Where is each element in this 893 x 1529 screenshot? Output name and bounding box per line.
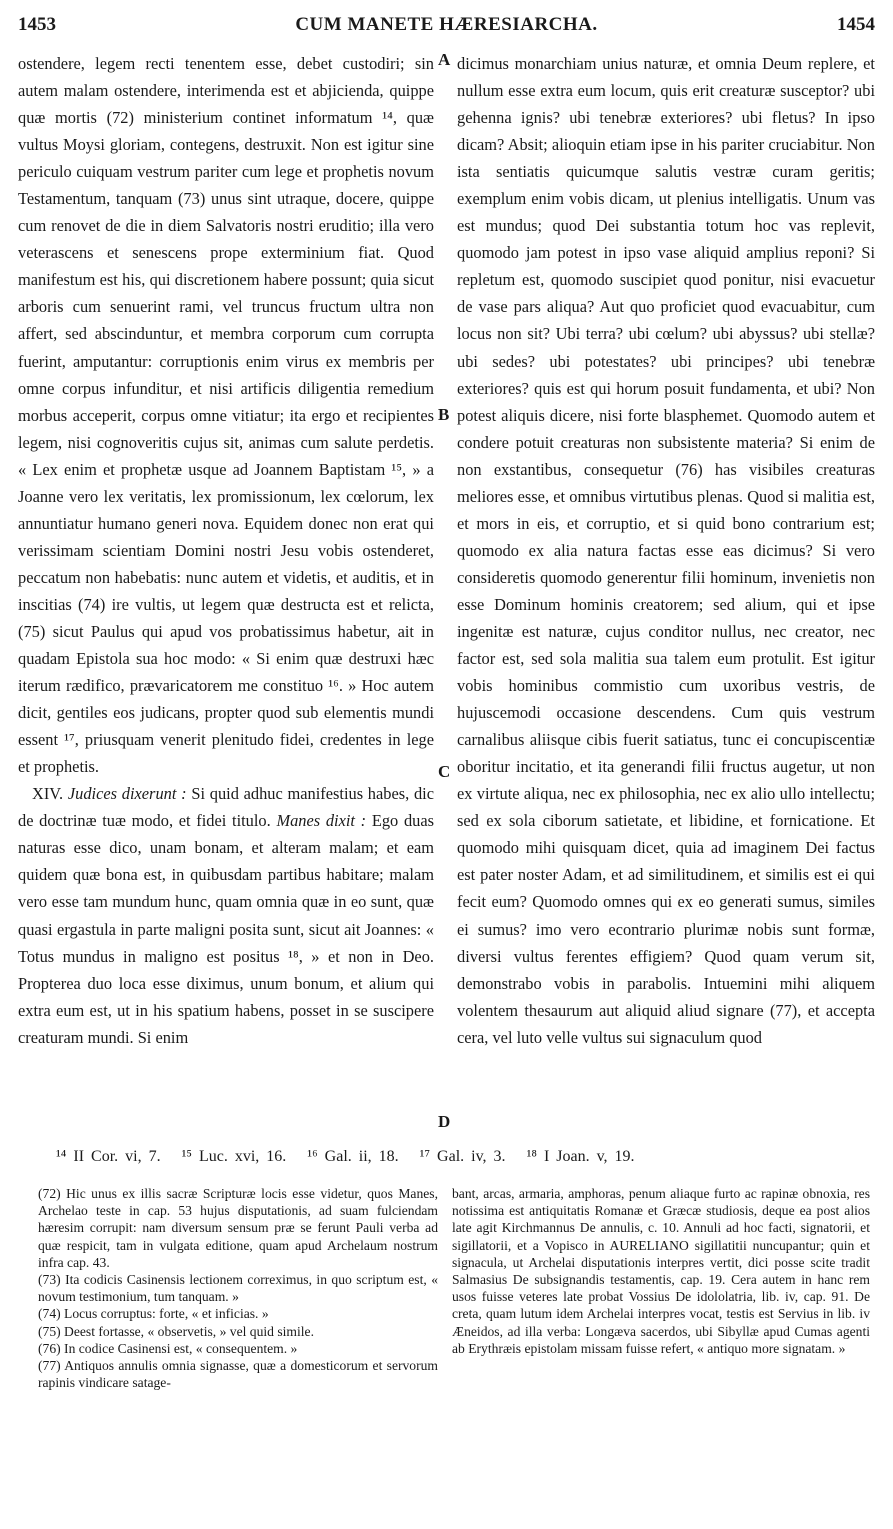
note-75: (75) Deest fortasse, « observetis, » vel quid simile. [38,1323,314,1339]
scripture-ref: ¹⁶ Gal. ii, 18. [307,1148,399,1165]
margin-letter-c: C [438,762,451,781]
scripture-ref: ¹⁵ Luc. xvi, 16. [181,1148,287,1165]
note-73: (73) Ita codicis Casinensis lectionem correximus, in quo scriptum est, « novum testimonium, tum tanquam. » [38,1272,438,1305]
judices-text: Si quid adhuc manifestius habes, dic de doctrinæ tuæ modo, et fidei titulo. [18,784,434,831]
margin-letters [434,50,454,1130]
manes-text: Ego duas naturas esse dico, unam bonam, et alteram malam; et eam quidem quæ bona est, in quibusdam partibus habitare; malam vero esse tam mundum hunc, quam omnia quæ in eo sunt, quæ quasi ergastula in parte maligni posita sunt, sicut ait Joannes: « Totus mundus in maligno est positus ¹⁸, » et non in Deo. Propterea duo loca esse diximus, unum bonum, et alium qui extra eum est, ut in his spatium habens, posset in se suscipere creaturam mundi. Si enim [18,811,434,1047]
left-paragraph-2 [18,780,434,1050]
notes-right-column [452,1185,870,1357]
scripture-ref: ¹⁷ Gal. iv, 3. [419,1148,506,1165]
margin-letter-d: D [438,1112,451,1131]
scripture-ref: ¹⁸ I Joan. v, 19. [526,1148,635,1165]
page-header [18,14,875,42]
scripture-references [56,1148,853,1166]
note-72: (72) Hic unus ex illis sacræ Scripturæ locis esse videtur, quos Manes, Archelao teste in cap. 53 hujus disputationis, ad suam fulciendam hæresim corrupit: nam diversum sensum præ se ferunt Pauli verba ad quæ respicit, tam in vulgata editione, quam apud Archelaum nostrum infra cap. 43. [38,1186,438,1270]
right-paragraph-1: dicimus monarchiam unius naturæ, et omnia Deum replere, et nullum esse extra eum locum, quis erit creaturæ susceptor? ubi gehenna ignis? ubi tenebræ exteriores? ubi fletus? In ipso dicam? Absit; alioquin etiam ipse in his pariter cruciabitur. Non ista sentiatis quicumque salutis vestræ curam geritis; exemplum enim vobis dicam, ut plenius intelligatis. Unum vas est mundus; quod Dei substantia totum hoc vas replevit, quomodo jam potest in ipso vase aliquid amplius reponi? Si repletum est, quomodo suscipiet quod ponitur, nisi evacuetur de vase pars aliqua? Aut quo proficiet quod evacuabitur, cum locus non sit? Ubi terra? ubi cœlum? ubi abyssus? ubi stellæ? ubi sedes? ubi potestates? ubi principes? ubi tenebræ exteriores? quis est qui horum posuit fundamenta, et ubi? Non potest aliquis dicere, nisi forte blasphemet. Quomodo autem et condere potuit creaturas non subsistente materia? Si enim de non exstantibus, consequetur (76) has visibiles creaturas meliores esse, et omnibus virtutibus plenas. Quod si malitia est, et mors in eis, et corruptio, et si quid bono contrarium est; quomodo ex alia natura factas esse eas dicimus? Si vero consideretis quomodo generentur filii hominum, invenietis non esse Dominum hominis creatorem; sed alium, qui et ipse ingenitæ est naturæ, cujus conditor nullus, nec creator, nec factor est, sed sola malitia sua talem eum protulit. Est igitur vobis hominibus commistio cum uxoribus vestris, de hujuscemodi occasione descendens. Cum quis vestrum carnalibus aliisque cibis fuerit satiatus, tunc ei concupiscentiæ oboritur incitatio, et ita generandi filii fructus augetur, ut non ex virtute aliqua, nec ex philosophia, nec ex alio ullo intellectu; sed ex sola ciborum satietate, et libidine, et fornicatione. Et quomodo mihi quisquam dicet, quia ad imaginem Dei factus est pater noster Adam, et ad similitudinem, et similis est ei qui fecit eum? Quomodo omnes qui ex eo generati sumus, similes ei sumus? imo vero econtrario plurimæ nobis sunt formæ, diversi vultus ferentes effigiem? Quod quam verum sit, demonstrabo vobis in parabolis. Intuemini mihi aliquem volentem thesaurum aut aliquid aliud signare (77), et accepta cera, vel luto velle vultus sui signaculum quod [457,54,875,1047]
running-title: CUM MANETE HÆRESIARCHA. [295,14,598,35]
scripture-ref: ¹⁴ II Cor. vi, 7. [56,1148,161,1165]
manes-speaker: Manes dixit : [276,811,367,831]
note-77-continued: bant, arcas, armaria, amphoras, penum aliaque furto ac rapinæ obnoxia, res notissima est antiquitatis Romanæ et Græcæ studiosis, deque ea post alios late agit Kirchmannus De annulis, c. 10. Annuli ad hoc facti, signatorii, et sigillatorii, et a Vopisco in AURELIANO sigillatitii nuncupantur; quin et signacula, ut Archelai disputationis interpres vertit, dici posse scite tradit Salmasius De subsignandis testamentis, cap. 19. Cera autem in hanc rem usos fuisse veteres late probat Vossius De idololatria, lib. iv, cap. 91. De creta, quam lutum idem Archelai interpres vocat, testis est Servius in lib. iv Æneidos, ad illa verba: Longæva sacerdos, ubi Sibyllæ apud Cumas agenti ab Erythræis epistolam missam fuisse refert, « antiquo more signatam. » [452,1186,870,1356]
left-column [18,50,434,1051]
page-number-right: 1454 [837,14,875,35]
notes-left-column [38,1185,438,1391]
right-column [457,50,875,1051]
section-number: XIV. [32,784,64,804]
margin-letter-a: A [438,50,451,69]
note-77: (77) Antiquos annulis omnia signasse, quæ a domesticorum et servorum rapinis vindicare satage- [38,1358,438,1391]
note-76: (76) In codice Casinensi est, « consequentem. » [38,1340,298,1356]
margin-letter-b: B [438,405,450,424]
left-paragraph-1: ostendere, legem recti tenentem esse, debet custodiri; sin autem malam ostendere, interimenda est et abjicienda, quippe quæ mortis (72) ministerium continet informatum ¹⁴, quæ vultus Moysi gloriam, contegens, destruxit. Non est igitur sine periculo cuiquam vestrum pariter cum lege et prophetis novum Testamentum, tanquam (73) unus sint utraque, docere, quippe cum renovet de die in diem Salvatoris nostri eruditio; illa vero veterascens et senescens prope exterminium fiat. Quod manifestum est his, qui discretionem habere possunt; quia sicut arboris cum senuerint rami, vel truncus fructum ultra non affert, sed abscinduntur, et membra corporum cum corrupta fuerint, amputantur: corruptionis enim virus ex membris per omne corpus infunditur, et nisi artificis diligentia remedium morbus acceperit, corpus omne vitiatur; ita ergo et recipientes legem, nisi cognoveritis cujus sit, animas cum salute perdetis. « Lex enim et prophetæ usque ad Joannem Baptistam ¹⁵, » a Joanne vero lex veritatis, lex promissionum, lex cœlorum, lex annuntiatur humano generi nova. Equidem donec non erat qui verissimam scientiam Domini nostri Jesu vobis ostenderet, peccatum non habebatis: nunc autem et videtis, et auditis, et in inscitias (74) ire vultis, ut legem quæ destructa est et relicta, (75) sicut Paulus qui apud vos probatissimus habetur, ait in quadam Epistola sua hoc modo: « Si enim quæ destruxi hæc iterum rædifico, prævaricatorem me constituo ¹⁶. » Hoc autem dicit, gentiles eos judicans, propter quod sub elementis mundi essent ¹⁷, priusquam venerit plenitudo fidei, credentes in lege et prophetis. [18,54,434,777]
note-74: (74) Locus corruptus: forte, « et inficias. » [38,1306,269,1322]
judices-speaker: Judices dixerunt : [67,784,187,804]
page-number-left: 1453 [18,14,56,35]
